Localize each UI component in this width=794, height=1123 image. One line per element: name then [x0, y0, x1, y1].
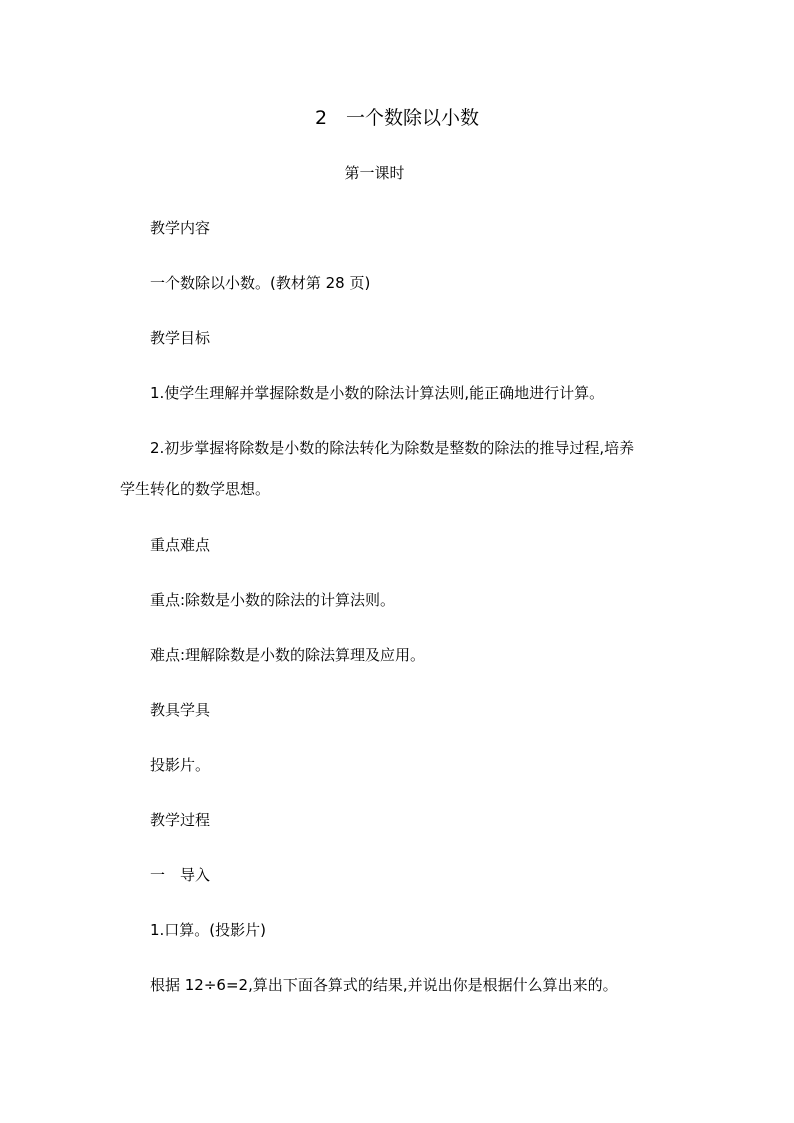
heading-teaching-objectives: 教学目标	[150, 329, 211, 347]
key-point-text: 重点:除数是小数的除法的计算法则。	[150, 591, 396, 609]
objective-2-line-2: 学生转化的数学思想。	[120, 480, 271, 498]
step-instruction: 根据 12÷6=2,算出下面各算式的结果,并说出你是根据什么算出来的。	[150, 976, 618, 994]
page-title: 2 一个数除以小数	[314, 107, 480, 129]
difficulty-text: 难点:理解除数是小数的除法算理及应用。	[150, 646, 426, 664]
objective-2	[120, 437, 680, 500]
section-intro-heading: 一 导入	[150, 866, 211, 884]
heading-teaching-process: 教学过程	[150, 811, 211, 829]
teaching-tools-text: 投影片。	[150, 756, 211, 774]
heading-teaching-content: 教学内容	[150, 219, 211, 237]
heading-key-points: 重点难点	[150, 536, 211, 554]
objective-2-line-1: 2.初步掌握将除数是小数的除法转化为除数是整数的除法的推导过程,培养	[150, 439, 635, 457]
objective-1: 1.使学生理解并掌握除数是小数的除法计算法则,能正确地进行计算。	[150, 384, 605, 402]
heading-teaching-tools: 教具学具	[150, 701, 211, 719]
lesson-subtitle: 第一课时	[344, 164, 405, 182]
step-mental-math: 1.口算。(投影片)	[150, 921, 267, 939]
teaching-content-text: 一个数除以小数。(教材第 28 页)	[150, 274, 371, 292]
